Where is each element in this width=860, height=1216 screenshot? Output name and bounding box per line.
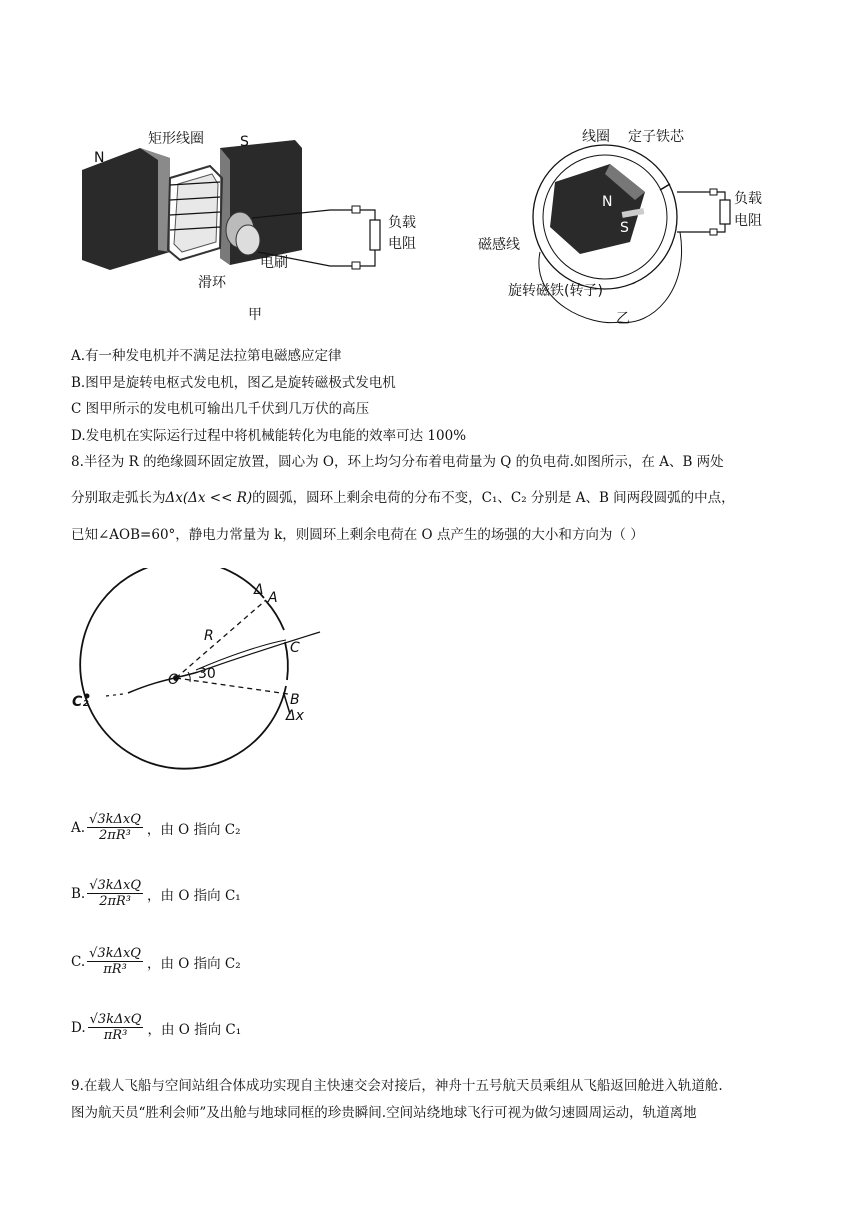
q8-option-d-num: √3kΔxQ xyxy=(89,1012,142,1027)
q8-option-b-letter: B. xyxy=(71,885,86,902)
label-slip-ring: 滑环 xyxy=(198,275,226,291)
q8-option-d-fraction xyxy=(88,1012,144,1043)
q8-option-c-den: πR³ xyxy=(103,962,127,977)
label-point-b: B xyxy=(290,692,300,708)
q8-option-c-num: √3kΔxQ xyxy=(89,946,141,961)
q7-option-b: B.图甲是旋转电枢式发电机，图乙是旋转磁极式发电机 xyxy=(71,375,396,391)
q8-line2-prefix: 分别取走弧长为 xyxy=(71,490,166,506)
q8-option-a-direction: ，由 O 指向 C₂ xyxy=(146,821,241,838)
label-load: 负载 xyxy=(388,215,416,231)
q8-option-a-den: 2πR³ xyxy=(99,828,131,843)
q8-option-c-fraction xyxy=(87,946,143,977)
label-s-pole: S xyxy=(240,134,249,150)
q7-option-a: A.有一种发电机并不满足法拉第电磁感应定律 xyxy=(71,348,342,364)
q8-ring-figure xyxy=(68,568,338,783)
figure-caption-yi: 乙 xyxy=(616,311,630,327)
label-radius-r: R xyxy=(204,628,214,644)
q8-option-c xyxy=(71,946,241,977)
label-delta-x: Δx xyxy=(286,708,304,724)
label-brush: 电刷 xyxy=(260,255,288,271)
q8-option-b xyxy=(71,878,241,909)
q8-option-a xyxy=(71,812,241,843)
label-stator-core: 定子铁芯 xyxy=(628,129,684,145)
label-point-c1: C xyxy=(290,640,300,656)
label-field-lines: 磁感线 xyxy=(478,237,520,253)
q8-option-d xyxy=(71,1012,241,1043)
q8-delta-x-expr: Δx(Δx << R) xyxy=(165,490,253,506)
q9-stem-line2: 图为航天员“胜利会师”及出舱与地球同框的珍贵瞬间.空间站绕地球飞行可视为做匀速圆周运动，轨道离地 xyxy=(71,1105,697,1121)
q8-stem-line1: 8.半径为 R 的绝缘圆环固定放置，圆心为 O，环上均匀分布着电荷量为 Q 的负电荷.如图所示，在 A、B 两处 xyxy=(71,454,724,470)
q8-line2-suffix: 的圆弧，圆环上剩余电荷的分布不变，C₁、C₂ 分别是 A、B 间两段圆弧的中点， xyxy=(252,490,735,506)
q8-option-a-letter: A. xyxy=(71,819,86,836)
q8-option-d-letter: D. xyxy=(71,1019,86,1036)
q8-option-d-den: πR³ xyxy=(103,1028,128,1043)
q8-option-b-num: √3kΔxQ xyxy=(89,878,142,893)
label-center-o: O xyxy=(168,672,180,688)
figure-yi xyxy=(470,122,800,332)
label-coil: 线圈 xyxy=(582,129,610,145)
q7-option-c: C 图甲所示的发电机可输出几千伏到几万伏的高压 xyxy=(71,401,370,417)
label-load-yi: 负载 xyxy=(734,191,762,207)
label-resistor: 电阻 xyxy=(388,236,416,252)
q8-stem-line3: 已知∠AOB=60°，静电力常量为 k，则圆环上剩余电荷在 O 点产生的场强的大小和方向为（ ） xyxy=(71,527,644,543)
figure-jia xyxy=(70,100,470,330)
label-n-pole-yi: N xyxy=(602,194,613,210)
q8-option-b-direction: ，由 O 指向 C₁ xyxy=(147,887,241,904)
q8-option-c-direction: ，由 O 指向 C₂ xyxy=(146,955,241,972)
q8-stem-line2 xyxy=(71,488,735,508)
q8-option-d-direction: ，由 O 指向 C₁ xyxy=(147,1021,242,1038)
q7-option-d: D.发电机在实际运行过程中将机械能转化为电能的效率可达 100% xyxy=(71,428,467,444)
label-resistor-yi: 电阻 xyxy=(734,213,762,229)
q8-option-c-letter: C. xyxy=(71,953,86,970)
q8-option-a-fraction xyxy=(87,812,143,843)
label-point-c2: C₂ xyxy=(72,694,89,710)
figure-caption-jia: 甲 xyxy=(248,307,262,323)
q9-stem-line1: 9.在载人飞船与空间站组合体成功实现自主快速交会对接后，神舟十五号航天员乘组从飞船返回舱进入轨道舱. xyxy=(71,1078,723,1094)
label-delta-a: Δ xyxy=(254,582,264,598)
label-n-pole: N xyxy=(94,150,105,166)
q8-option-b-fraction xyxy=(87,878,143,909)
q8-option-a-num: √3kΔxQ xyxy=(89,812,141,827)
q8-option-b-den: 2πR³ xyxy=(99,894,132,909)
label-s-pole-yi: S xyxy=(620,220,629,236)
label-angle: 30 xyxy=(198,666,216,682)
label-point-a: A xyxy=(268,590,278,606)
label-rotor: 旋转磁铁(转子) xyxy=(508,283,603,299)
label-rectangular-coil: 矩形线圈 xyxy=(148,131,204,147)
